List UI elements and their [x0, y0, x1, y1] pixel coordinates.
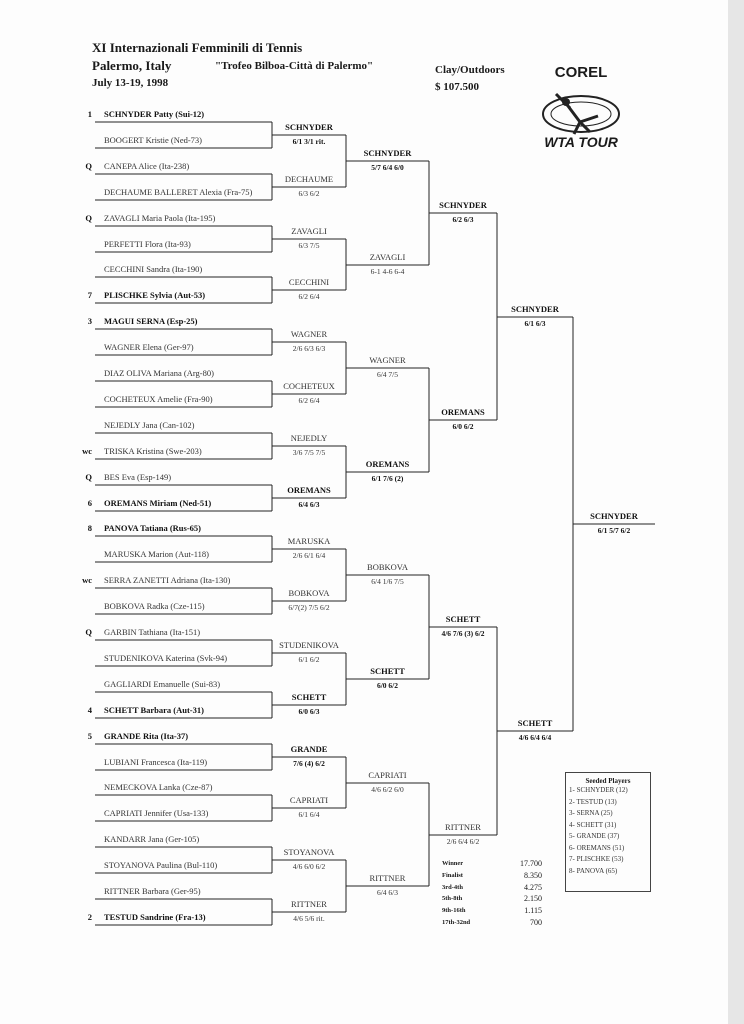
seed-prefix: Q [85, 213, 92, 223]
corel-logo-text: COREL [554, 64, 608, 81]
player-name: GAGLIARDI Emanuelle (Sui-83) [104, 679, 221, 689]
round2-score: 3/6 7/5 7/5 [292, 448, 326, 457]
seed-prefix: 7 [87, 290, 92, 300]
round2-winner: OREMANS [287, 485, 331, 495]
round3-winner: BOBKOVA [367, 562, 408, 572]
round5-score: 6/1 6/3 [524, 319, 546, 328]
player-name: SCHETT Barbara (Aut-31) [104, 705, 204, 715]
seeded-player: 4- SCHETT (31) [569, 820, 617, 829]
round3-winner: SCHNYDER [363, 148, 412, 158]
round4-score: 6/0 6/2 [452, 422, 474, 431]
player-name: NEJEDLY Jana (Can-102) [104, 420, 195, 430]
player-name: WAGNER Elena (Ger-97) [104, 342, 194, 352]
round4-winner: RITTNER [445, 822, 481, 832]
player-name: GARBIN Tathiana (Ita-151) [104, 627, 201, 637]
seed-prefix: 1 [87, 109, 92, 119]
round2-score: 6/2 6/4 [298, 292, 320, 301]
round2-winner: BOBKOVA [288, 588, 330, 598]
round2-score: 6/3 6/2 [298, 189, 320, 198]
round2-winner: GRANDE [290, 744, 328, 754]
player-name: DIAZ OLIVA Mariana (Arg-80) [104, 368, 214, 378]
round2-winner: DECHAUME [284, 174, 334, 184]
player-name: GRANDE Rita (Ita-37) [104, 731, 189, 741]
round2-winner: CECCHINI [288, 277, 330, 287]
player-name: CAPRIATI Jennifer (Usa-133) [104, 808, 209, 818]
round3-score: 6/4 7/5 [376, 370, 399, 379]
round5-winner: SCHETT [517, 718, 553, 728]
round4-winner: OREMANS [441, 407, 485, 417]
round2-winner: NEJEDLY [290, 433, 328, 443]
tournament-trophy: "Trofeo Bilboa-Città di Palermo" [215, 60, 374, 72]
seeded-players-title: Seeded Players [585, 777, 631, 785]
prize-label: Finalist [442, 871, 463, 879]
seed-prefix: Q [85, 161, 92, 171]
player-name: COCHETEUX Amelie (Fra-90) [104, 394, 213, 404]
round2-winner: CAPRIATI [289, 795, 329, 805]
seed-prefix: wc [82, 575, 92, 585]
prize-amount: 17.700 [520, 859, 542, 868]
round3-score: 6/0 6/2 [376, 681, 399, 690]
round2-winner: ZAVAGLI [291, 226, 327, 236]
prize-label: 3rd-4th [442, 883, 463, 891]
round3-score: 6/4 1/6 7/5 [371, 577, 404, 586]
round2-winner: COCHETEUX [283, 381, 335, 391]
prize-amount: 4.275 [524, 882, 542, 892]
player-name: BOBKOVA Radka (Cze-115) [104, 601, 205, 611]
round3-score: 6/4 6/3 [376, 888, 399, 897]
round2-winner: STOYANOVA [283, 847, 335, 857]
round3-score: 6-1 4-6 6-4 [370, 267, 405, 276]
player-name: RITTNER Barbara (Ger-95) [104, 886, 201, 896]
seed-prefix: Q [85, 472, 92, 482]
round2-score: 6/2 6/4 [298, 396, 320, 405]
player-name: CANEPA Alice (Ita-238) [104, 161, 190, 171]
prize-amount: 1.115 [524, 906, 542, 916]
wta-tour-text: WTA TOUR [544, 134, 618, 150]
round2-score: 4/6 6/0 6/2 [292, 862, 326, 871]
round2-winner: SCHETT [291, 692, 327, 702]
prize-label: 17th-32nd [442, 919, 471, 926]
round4-score: 6/2 6/3 [452, 215, 474, 224]
round3-winner: RITTNER [369, 873, 406, 883]
round3-winner: WAGNER [369, 355, 406, 365]
round4-score: 4/6 7/6 (3) 6/2 [441, 629, 485, 638]
round2-score: 6/1 6/2 [298, 655, 320, 664]
seed-prefix: 3 [87, 316, 92, 326]
round3-winner: SCHETT [370, 666, 405, 676]
round2-score: 7/6 (4) 6/2 [293, 759, 325, 768]
round3-winner: CAPRIATI [368, 770, 407, 780]
round2-score: 6/3 7/5 [298, 241, 320, 250]
player-name: STUDENIKOVA Katerina (Svk-94) [104, 653, 228, 663]
round3-winner: ZAVAGLI [369, 252, 406, 262]
round2-winner: RITTNER [291, 899, 327, 909]
seeded-player: 7- PLISCHKE (53) [569, 855, 624, 863]
player-name: OREMANS Miriam (Ned-51) [104, 498, 212, 508]
seeded-players-box [565, 772, 651, 892]
prize-label: 9th-16th [442, 907, 466, 915]
prize-amount: 700 [530, 918, 542, 927]
seeded-player: 3- SERNA (25) [569, 809, 613, 817]
player-name: BES Eva (Esp-149) [104, 472, 172, 482]
round3-score: 5/7 6/4 6/0 [371, 163, 404, 172]
round4-score: 2/6 6/4 6/2 [446, 837, 480, 846]
prize-label: Winner [442, 860, 464, 867]
round2-winner: MARUSKA [287, 536, 331, 546]
round2-winner: WAGNER [290, 329, 328, 339]
player-name: PLISCHKE Sylvia (Aut-53) [104, 290, 206, 300]
player-name: TRISKA Kristina (Swe-203) [104, 446, 202, 456]
tournament-location: Palermo, Italy [92, 58, 172, 73]
player-name: KANDARR Jana (Ger-105) [104, 834, 200, 844]
player-name: LUBIANI Francesca (Ita-119) [104, 757, 208, 767]
round2-score: 2/6 6/3 6/3 [292, 344, 326, 353]
prize-amount: 2.150 [524, 894, 542, 904]
player-name: SCHNYDER Patty (Sui-12) [104, 109, 205, 119]
tournament-prize-money: $ 107.500 [435, 81, 479, 93]
round2-winner: STUDENIKOVA [279, 640, 339, 650]
player-name: PANOVA Tatiana (Rus-65) [104, 523, 201, 533]
prize-label: 5th-8th [442, 895, 463, 903]
seed-prefix: Q [85, 627, 92, 637]
seed-prefix: 2 [87, 912, 92, 922]
tournament-surface: Clay/Outdoors [435, 64, 505, 76]
round2-score: 4/6 5/6 rit. [293, 914, 325, 923]
round5-winner: SCHNYDER [511, 304, 559, 314]
player-name: STOYANOVA Paulina (Bul-110) [104, 860, 218, 870]
player-name: MAGUI SERNA (Esp-25) [104, 316, 198, 326]
round2-score: 6/7(2) 7/5 6/2 [288, 603, 330, 612]
seed-prefix: wc [82, 446, 92, 456]
seed-prefix: 8 [87, 523, 92, 533]
round3-winner: OREMANS [365, 459, 410, 469]
round2-score: 2/6 6/1 6/4 [292, 551, 326, 560]
seeded-player: 1- SCHNYDER (12) [569, 786, 628, 794]
player-name: ZAVAGLI Maria Paola (Ita-195) [104, 213, 216, 223]
round2-score: 6/1 6/4 [298, 810, 320, 819]
player-name: BOOGERT Kristie (Ned-73) [104, 135, 203, 145]
player-name: SERRA ZANETTI Adriana (Ita-130) [104, 575, 231, 585]
seed-prefix: 6 [87, 498, 92, 508]
seed-prefix: 4 [87, 705, 92, 715]
seeded-player: 8- PANOVA (65) [569, 866, 618, 875]
player-name: PERFETTI Flora (Ita-93) [104, 239, 191, 249]
prize-amount: 8.350 [524, 870, 542, 880]
round4-winner: SCHNYDER [439, 200, 487, 210]
seeded-player: 2- TESTUD (13) [569, 797, 617, 806]
round3-score: 6/1 7/6 (2) [371, 474, 404, 483]
tournament-dates: July 13-19, 1998 [92, 77, 169, 89]
player-name: MARUSKA Marion (Aut-118) [104, 549, 209, 559]
seeded-player: 6- OREMANS (51) [569, 843, 625, 852]
player-name: TESTUD Sandrine (Fra-13) [104, 912, 206, 922]
seed-prefix: 5 [87, 731, 92, 741]
seeded-player: 5- GRANDE (37) [569, 832, 620, 840]
round4-winner: SCHETT [445, 614, 481, 624]
round2-score: 6/4 6/3 [298, 500, 320, 509]
player-name: DECHAUME BALLERET Alexia (Fra-75) [104, 187, 253, 197]
round3-score: 4/6 6/2 6/0 [371, 785, 404, 794]
player-name: NEMECKOVA Lanka (Cze-87) [104, 782, 213, 792]
final-score: 6/1 5/7 6/2 [597, 526, 631, 535]
seeded-players-list [566, 785, 650, 877]
player-name: CECCHINI Sandra (Ita-190) [104, 264, 203, 274]
round5-score: 4/6 6/4 6/4 [518, 733, 552, 742]
round2-score: 6/0 6/3 [298, 707, 320, 716]
round2-winner: SCHNYDER [285, 122, 333, 132]
round2-score: 6/1 3/1 rit. [292, 137, 326, 146]
tournament-title: XI Internazionali Femminili di Tennis [92, 40, 303, 55]
champion-name: SCHNYDER [590, 511, 638, 521]
